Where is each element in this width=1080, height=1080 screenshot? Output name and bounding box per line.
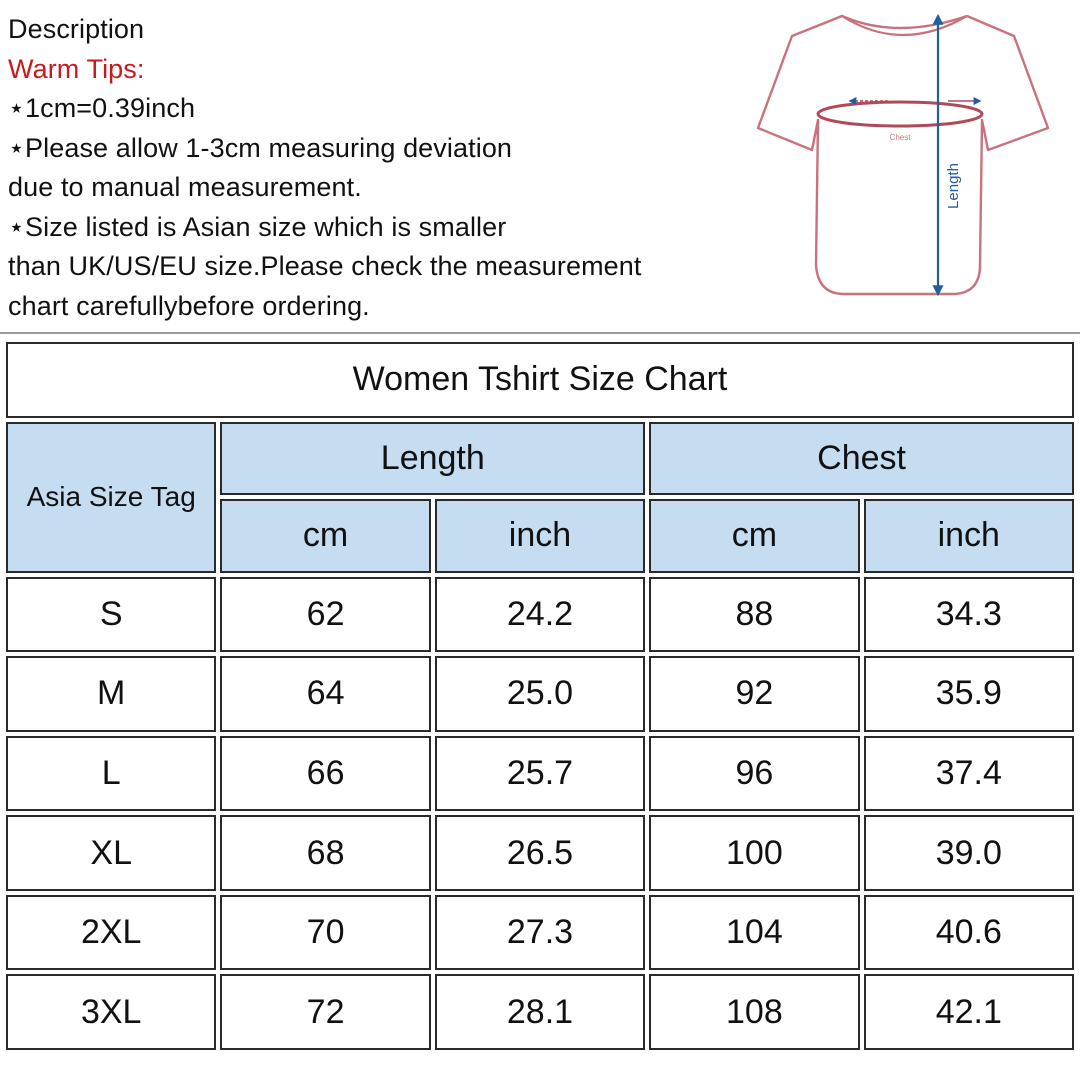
group-header-row — [6, 422, 1074, 496]
unit-header: cm — [220, 499, 430, 573]
size-cell: XL — [6, 815, 216, 891]
length-inch-cell: 27.3 — [435, 895, 645, 971]
size-tag-header: Asia Size Tag — [6, 422, 216, 573]
title-row — [6, 342, 1074, 418]
chest-cm-cell: 96 — [649, 736, 859, 812]
length-cm-cell: 64 — [220, 656, 430, 732]
length-cm-cell: 70 — [220, 895, 430, 971]
size-cell: M — [6, 656, 216, 732]
unit-header: inch — [864, 499, 1074, 573]
chest-header: Chest — [649, 422, 1074, 496]
length-cm-cell: 72 — [220, 974, 430, 1050]
length-inch-cell: 24.2 — [435, 577, 645, 653]
table-row — [6, 974, 1074, 1050]
chest-cm-cell: 104 — [649, 895, 859, 971]
chest-cm-cell: 92 — [649, 656, 859, 732]
length-cm-cell: 62 — [220, 577, 430, 653]
length-header: Length — [220, 422, 645, 496]
tip-line: chart carefullybefore ordering. — [8, 290, 370, 321]
chest-inch-cell: 34.3 — [864, 577, 1074, 653]
chest-cm-cell: 88 — [649, 577, 859, 653]
tshirt-measurement-diagram — [752, 10, 1056, 305]
chest-inch-cell: 37.4 — [864, 736, 1074, 812]
tip-line: than UK/US/EU size.Please check the measurement — [8, 251, 642, 281]
description-heading: Description — [8, 14, 145, 44]
chest-inch-cell: 35.9 — [864, 656, 1074, 732]
table-title: Women Tshirt Size Chart — [6, 342, 1074, 418]
chest-inch-cell: 42.1 — [864, 974, 1074, 1050]
size-cell: S — [6, 577, 216, 653]
length-inch-cell: 25.7 — [435, 736, 645, 812]
chest-cm-cell: 100 — [649, 815, 859, 891]
table-row — [6, 577, 1074, 653]
table-row — [6, 815, 1074, 891]
tshirt-collar — [842, 16, 967, 35]
tip-line: ⋆1cm=0.39inch — [8, 93, 196, 123]
chest-inch-cell: 39.0 — [864, 815, 1074, 891]
tip-line: due to manual measurement. — [8, 172, 362, 202]
unit-header: cm — [649, 499, 859, 573]
chest-measure-ring — [818, 102, 982, 126]
tip-line: ⋆Size listed is Asian size which is smaller — [8, 211, 507, 242]
tshirt-outline — [758, 16, 1048, 294]
table-row — [6, 895, 1074, 971]
table-row — [6, 736, 1074, 812]
unit-header: inch — [435, 499, 645, 573]
chest-inch-cell: 40.6 — [864, 895, 1074, 971]
chest-label: Chest — [889, 133, 911, 142]
warm-tips-label: Warm Tips: — [8, 53, 145, 84]
size-cell: L — [6, 736, 216, 812]
size-cell: 2XL — [6, 895, 216, 971]
tip-line: ⋆Please allow 1-3cm measuring deviation — [8, 132, 513, 163]
length-inch-cell: 28.1 — [435, 974, 645, 1050]
length-cm-cell: 68 — [220, 815, 430, 891]
length-inch-cell: 26.5 — [435, 815, 645, 891]
length-label: Length — [945, 163, 962, 209]
table-row — [6, 656, 1074, 732]
section-divider — [0, 332, 1080, 334]
length-cm-cell: 66 — [220, 736, 430, 812]
size-chart-table — [2, 338, 1078, 1054]
length-inch-cell: 25.0 — [435, 656, 645, 732]
chest-cm-cell: 108 — [649, 974, 859, 1050]
size-cell: 3XL — [6, 974, 216, 1050]
description-block — [8, 10, 768, 326]
